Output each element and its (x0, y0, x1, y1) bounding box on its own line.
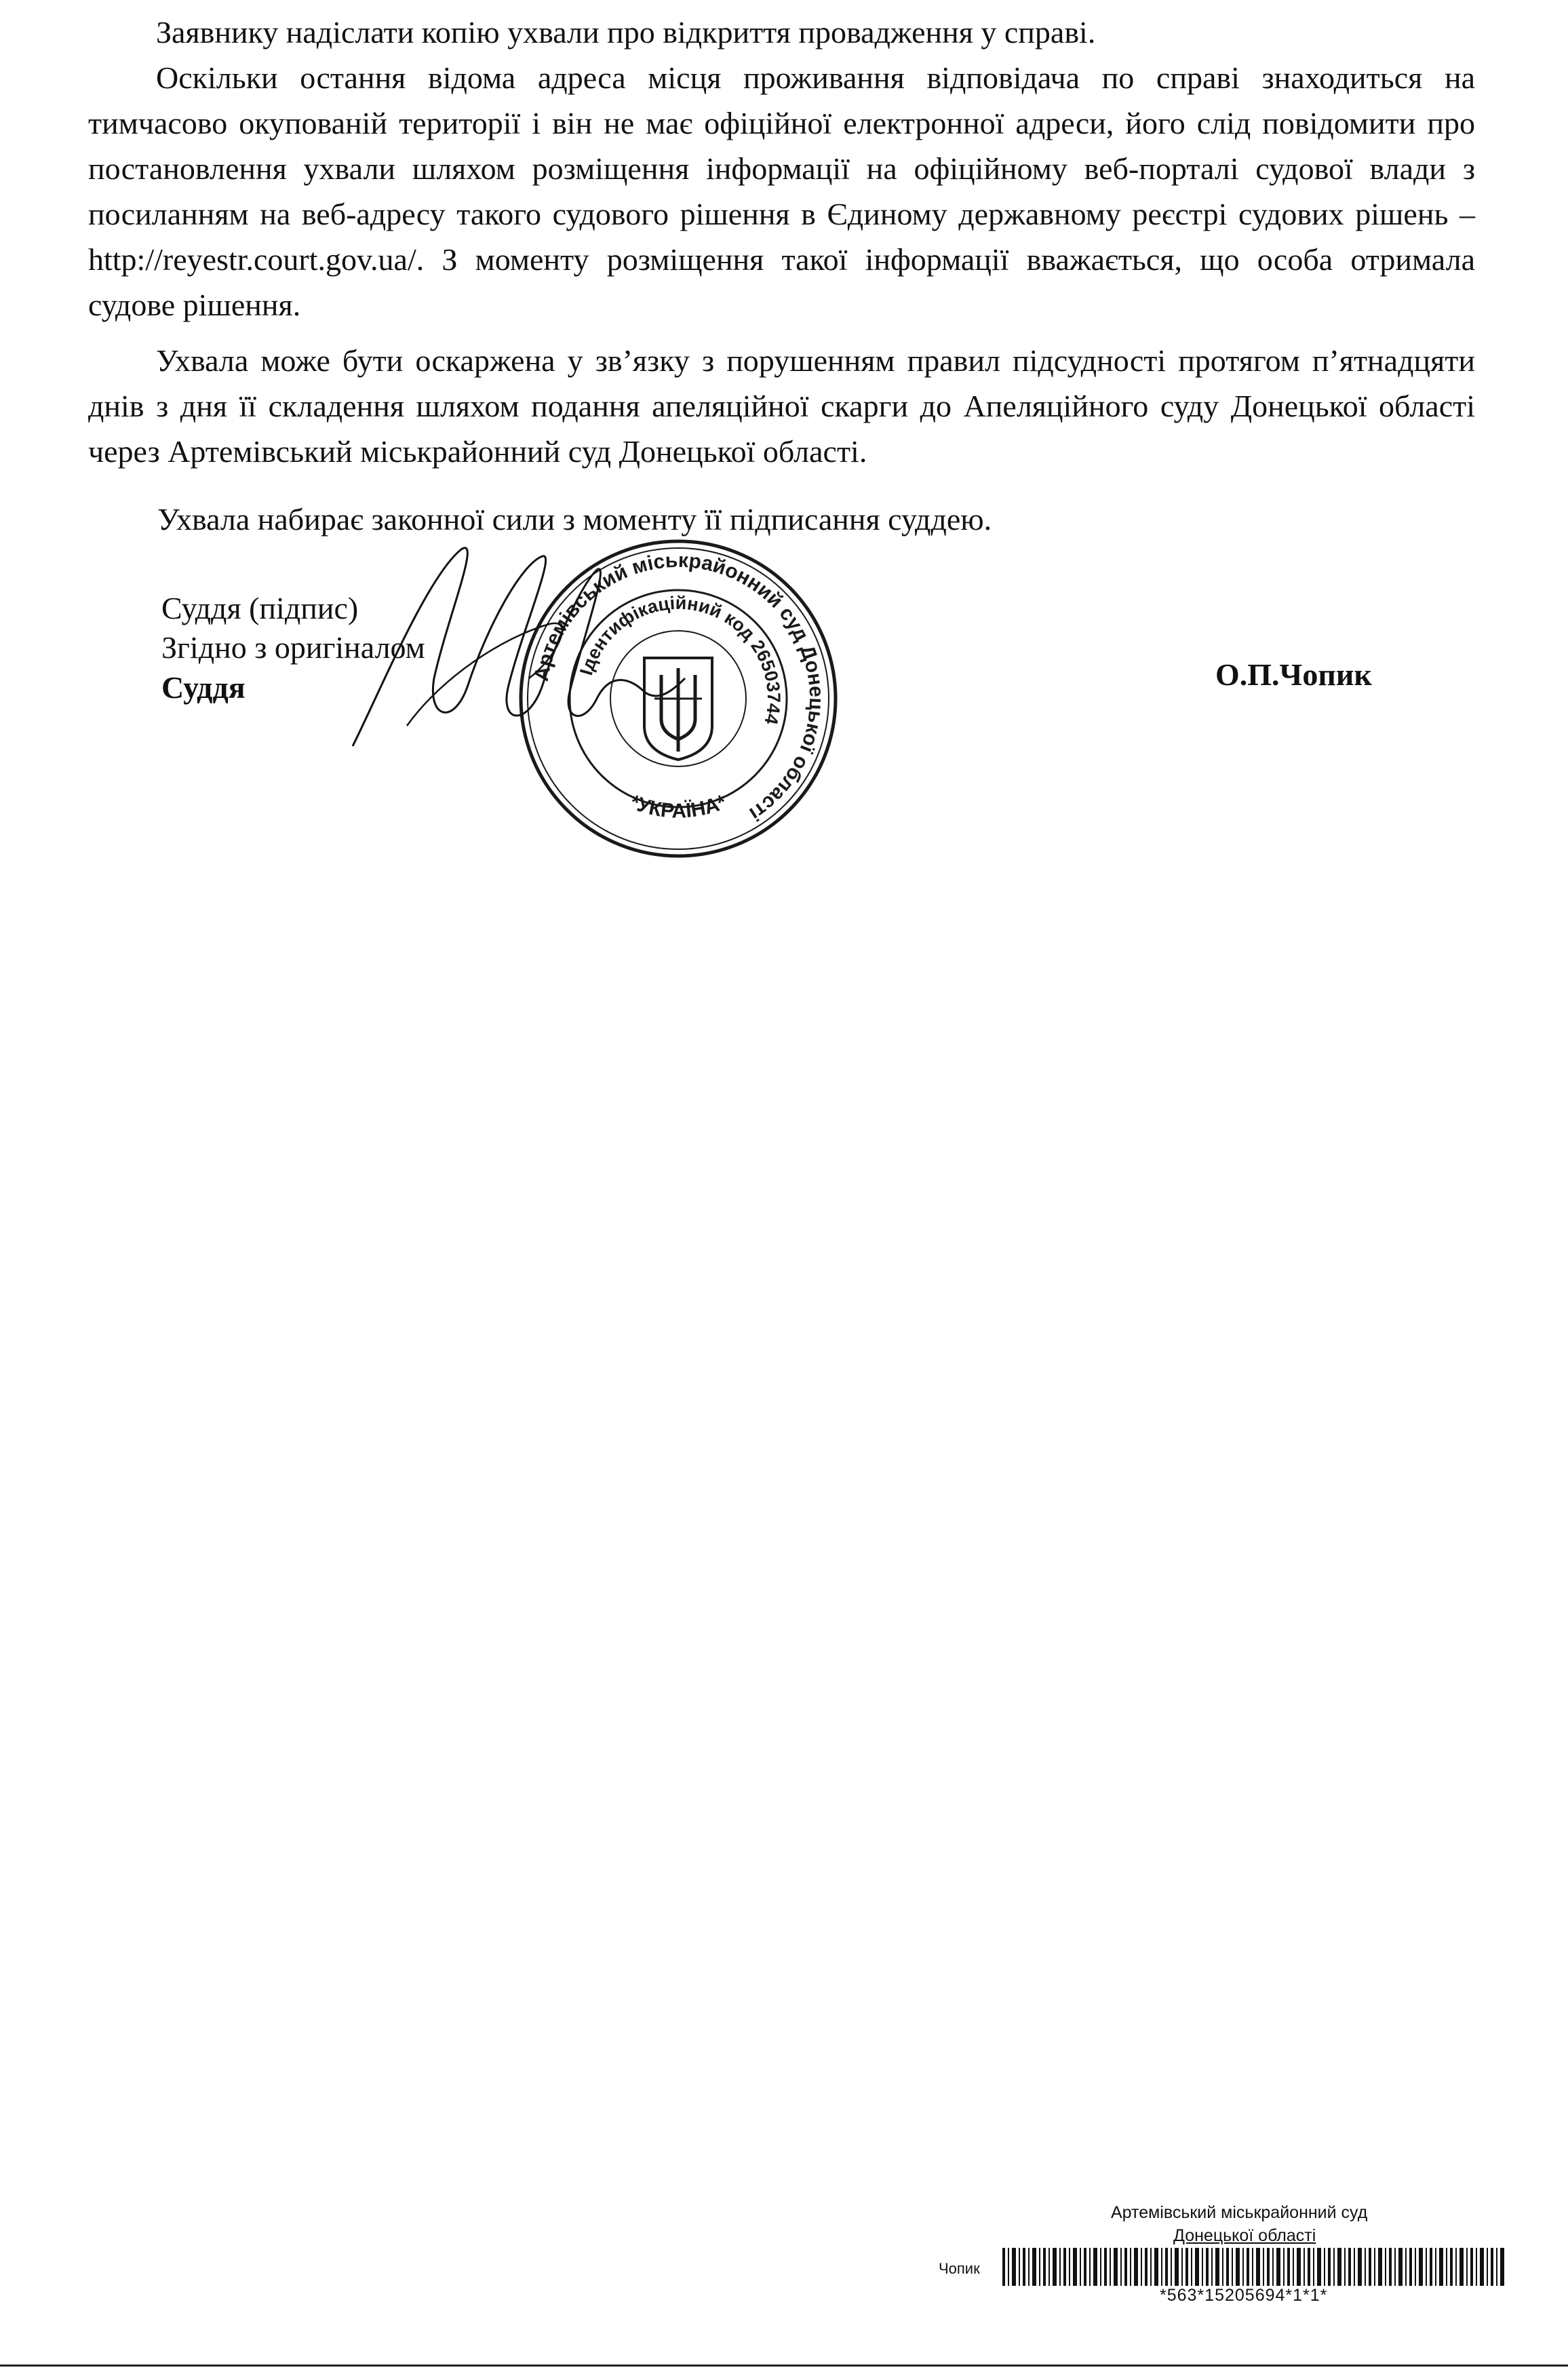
judge-name: О.П.Чопик (1215, 657, 1372, 692)
paragraph-appeal (88, 338, 1475, 474)
judge-label: Суддя (161, 670, 246, 705)
paragraph-send-copy (88, 9, 1475, 55)
paragraph-notification (88, 55, 1475, 328)
page-bottom-edge-line (0, 2365, 1568, 2367)
seal-outer-text: Артемівський міськрайонний суд Донецької області (530, 549, 828, 825)
paragraph-text: Ухвала може бути оскаржена у зв’язку з порушенням правил підсудності протягом п’ятнадцяти днів з дня її складення шляхом подання апеляційної скарги до Апеляційного суду Донецької області через Артемівський міськрайонний суд Донецької області. (88, 343, 1475, 469)
judge-signature-label: Суддя (підпис) (161, 591, 359, 625)
seal-bottom-text: *УКРАЇНА* (626, 790, 730, 823)
paragraph-legal-force: Ухвала набирає законної сили з моменту її підписання суддею. (157, 502, 992, 537)
stamp-region: Донецької області (1173, 2226, 1316, 2245)
stamp-judge-name: Чопик (939, 2260, 980, 2277)
seal-inner-text: Ідентифікаційний код 26503744 (576, 592, 785, 726)
barcode-number: *563*15205694*1*1* (1160, 2286, 1328, 2305)
stamp-court-name: Артемівський міськрайонний суд (1111, 2203, 1368, 2222)
paragraph-text: Заявнику надіслати копію ухвали про відкриття провадження у справі. (156, 15, 1096, 50)
barcode (1002, 2248, 1504, 2286)
judge-handwritten-signature (326, 522, 705, 766)
paragraph-text: Оскільки остання відома адреса місця проживання відповідача по справі знаходиться на тимчасово окупованій території і він не має офіційної електронної адреси, його слід повідомити про постановлення ухвали шляхом розміщення інформації на офіційному веб-порталі судової влади з посиланням на веб-адресу такого судового рішення в Єдиному державному реєстрі судових рішень – http://reyestr.court.gov.ua/. З моменту розміщення такої інформації вважається, що особа отримала судове рішення. (88, 60, 1475, 322)
true-copy-label: Згідно з оригіналом (161, 630, 425, 665)
